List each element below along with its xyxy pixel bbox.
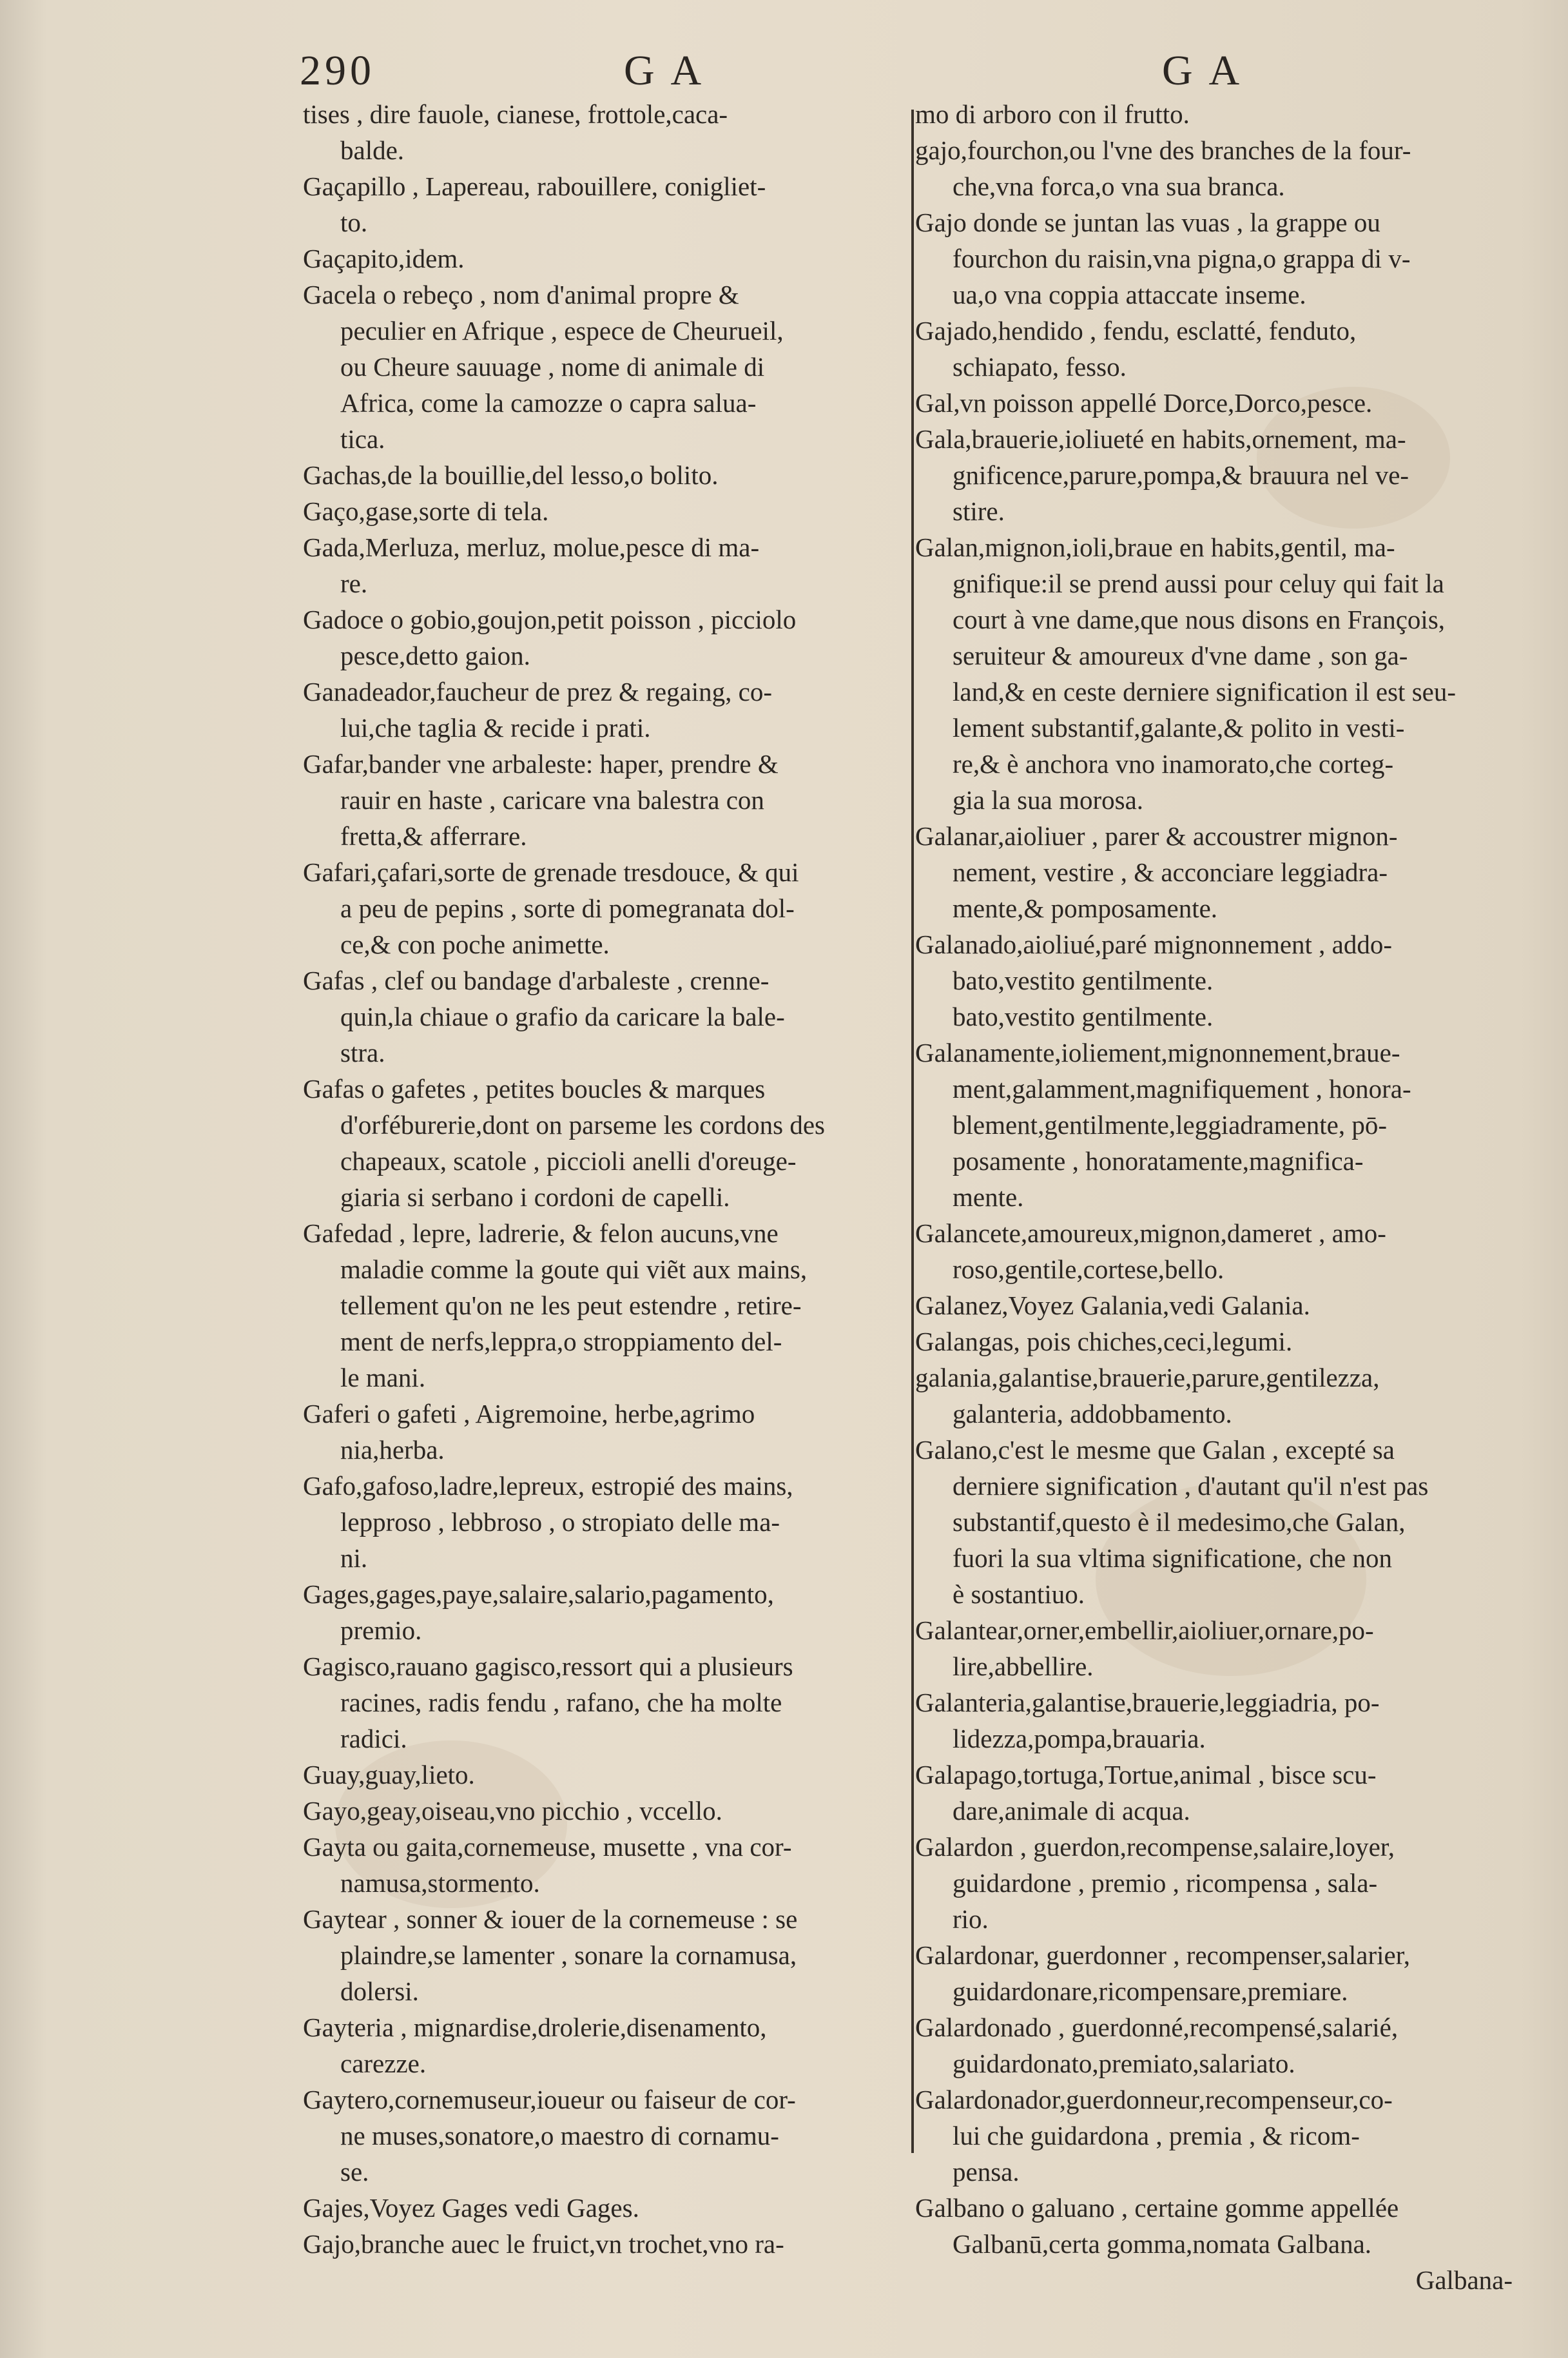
dictionary-line: derniere signification , d'autant qu'il n'est pas bbox=[953, 1471, 1429, 1501]
dictionary-line: Galanteria,galantise,brauerie,leggiadria, po- bbox=[915, 1688, 1380, 1717]
dictionary-line: Guay,guay,lieto. bbox=[303, 1760, 475, 1789]
dictionary-line: racines, radis fendu , rafano, che ha molte bbox=[340, 1688, 782, 1717]
dictionary-line: Gacela o rebeço , nom d'animal propre & bbox=[303, 280, 739, 309]
dictionary-line: ment de nerfs,leppra,o stroppiamento del- bbox=[340, 1327, 782, 1356]
dictionary-line: fuori la sua vltima significatione, che non bbox=[953, 1543, 1393, 1573]
dictionary-line: mente. bbox=[953, 1182, 1024, 1212]
dictionary-line: Galano,c'est le mesme que Galan , excepté sa bbox=[915, 1435, 1395, 1465]
dictionary-line: premio. bbox=[340, 1615, 422, 1645]
dictionary-line: Galardonar, guerdonner , recompenser,salarier, bbox=[915, 1940, 1411, 1970]
dictionary-line: substantif,questo è il medesimo,che Galan, bbox=[953, 1507, 1406, 1537]
dictionary-line: stire. bbox=[953, 496, 1005, 526]
dictionary-line: roso,gentile,cortese,bello. bbox=[953, 1254, 1224, 1284]
dictionary-line: Galanado,aioliué,paré mignonnement , addo- bbox=[915, 930, 1393, 959]
dictionary-line: plaindre,se lamenter , sonare la cornamusa, bbox=[340, 1940, 797, 1970]
dictionary-line: ne muses,sonatore,o maestro di cornamu- bbox=[340, 2121, 779, 2150]
dictionary-line: Galbanū,certa gomma,nomata Galbana. bbox=[953, 2229, 1372, 2259]
dictionary-line: nement, vestire , & acconciare leggiadra- bbox=[953, 857, 1388, 887]
dictionary-line: mente,& pomposamente. bbox=[953, 893, 1218, 923]
dictionary-line: nia,herba. bbox=[340, 1435, 445, 1465]
dictionary-line: Galardon , guerdon,recompense,salaire,loyer, bbox=[915, 1832, 1395, 1862]
dictionary-line: Gada,Merluza, merluz, molue,pesce di ma- bbox=[303, 532, 760, 562]
dictionary-line: posamente , honoratamente,magnifica- bbox=[953, 1146, 1364, 1176]
dictionary-line: Gaytero,cornemuseur,ioueur ou faiseur de cor- bbox=[303, 2085, 796, 2114]
dictionary-line: è sostantiuo. bbox=[953, 1579, 1085, 1609]
dictionary-line: Galantear,orner,embellir,aioliuer,ornare,po- bbox=[915, 1615, 1374, 1645]
dictionary-line: Gaçapito,idem. bbox=[303, 244, 465, 273]
dictionary-line: d'orféburerie,dont on parseme les cordons des bbox=[340, 1110, 825, 1140]
dictionary-line: Galardonador,guerdonneur,recompenseur,co- bbox=[915, 2085, 1393, 2114]
dictionary-line: stra. bbox=[340, 1038, 385, 1067]
dictionary-line: quin,la chiaue o grafio da caricare la bale- bbox=[340, 1002, 785, 1031]
dictionary-line: guidardonato,premiato,salariato. bbox=[953, 2049, 1295, 2078]
dictionary-line: tica. bbox=[340, 424, 385, 454]
dictionary-line: Galbano o galuano , certaine gomme appellée bbox=[915, 2193, 1399, 2223]
dictionary-line: Gadoce o gobio,goujon,petit poisson , picciolo bbox=[303, 605, 797, 634]
dictionary-line: Africa, come la camozze o capra salua- bbox=[340, 388, 757, 418]
dictionary-line: land,& en ceste derniere signification il est seu- bbox=[953, 677, 1457, 706]
dictionary-line: se. bbox=[340, 2157, 369, 2187]
dictionary-line: gajo,fourchon,ou l'vne des branches de la four- bbox=[915, 135, 1411, 165]
dictionary-line: lui che guidardona , premia , & ricom- bbox=[953, 2121, 1360, 2150]
dictionary-line: guidardonare,ricompensare,premiare. bbox=[953, 1976, 1348, 2006]
dictionary-line: giaria si serbano i cordoni de capelli. bbox=[340, 1182, 730, 1212]
dictionary-line: Galanamente,ioliement,mignonnement,braue- bbox=[915, 1038, 1400, 1067]
dictionary-line: namusa,stormento. bbox=[340, 1868, 540, 1898]
dictionary-line: Gaferi o gafeti , Aigremoine, herbe,agrimo bbox=[303, 1399, 755, 1428]
dictionary-line: Ganadeador,faucheur de prez & regaing, co- bbox=[303, 677, 772, 706]
dictionary-line: lement substantif,galante,& polito in vesti- bbox=[953, 713, 1405, 743]
dictionary-line: Gajo,branche auec le fruict,vn trochet,vno ra- bbox=[303, 2229, 784, 2259]
dictionary-line: Gafar,bander vne arbaleste: haper, prendre & bbox=[303, 749, 779, 779]
dictionary-line: Galapago,tortuga,Tortue,animal , bisce scu- bbox=[915, 1760, 1377, 1789]
dictionary-line: Gachas,de la bouillie,del lesso,o bolito. bbox=[303, 460, 719, 490]
dictionary-line: Gayteria , mignardise,drolerie,disenamento, bbox=[303, 2012, 767, 2042]
dictionary-line: bato,vestito gentilmente. bbox=[953, 966, 1214, 995]
dictionary-line: Gayo,geay,oiseau,vno picchio , vccello. bbox=[303, 1796, 722, 1826]
dictionary-line: Gaço,gase,sorte di tela. bbox=[303, 496, 549, 526]
dictionary-line: dare,animale di acqua. bbox=[953, 1796, 1190, 1826]
dictionary-line: galania,galantise,brauerie,parure,gentilezza, bbox=[915, 1363, 1380, 1392]
dictionary-line: tellement qu'on ne les peut estendre , retire- bbox=[340, 1291, 802, 1320]
dictionary-line: a peu de pepins , sorte di pomegranata dol- bbox=[340, 893, 795, 923]
dictionary-line: rio. bbox=[953, 1904, 989, 1934]
dictionary-line: bato,vestito gentilmente. bbox=[953, 1002, 1214, 1031]
dictionary-line: Gayta ou gaita,cornemeuse, musette , vna cor- bbox=[303, 1832, 792, 1862]
dictionary-line: re,& è anchora vno inamorato,che corteg- bbox=[953, 749, 1394, 779]
dictionary-line: dolersi. bbox=[340, 1976, 419, 2006]
dictionary-line: Gal,vn poisson appellé Dorce,Dorco,pesce. bbox=[915, 388, 1373, 418]
dictionary-line: Galangas, pois chiches,ceci,legumi. bbox=[915, 1327, 1293, 1356]
dictionary-line: ce,& con poche animette. bbox=[340, 930, 610, 959]
dictionary-line: Gajes,Voyez Gages vedi Gages. bbox=[303, 2193, 639, 2223]
dictionary-line: to. bbox=[340, 208, 368, 237]
dictionary-line: court à vne dame,que nous disons en François, bbox=[953, 605, 1446, 634]
dictionary-line: carezze. bbox=[340, 2049, 427, 2078]
catchword: Galbana- bbox=[1415, 2265, 1513, 2295]
dictionary-line: peculier en Afrique , espece de Cheurueil, bbox=[340, 316, 784, 346]
dictionary-line: Gagisco,rauano gagisco,ressort qui a plusieurs bbox=[303, 1652, 793, 1681]
dictionary-line: Galardonado , guerdonné,recompensé,salarié, bbox=[915, 2012, 1399, 2042]
dictionary-line: blement,gentilmente,leggiadramente, pō- bbox=[953, 1110, 1387, 1140]
dictionary-line: fretta,& afferrare. bbox=[340, 821, 527, 851]
running-head-left: G A bbox=[624, 47, 706, 94]
page-number: 290 bbox=[300, 47, 375, 94]
dictionary-line: Gafari,çafari,sorte de grenade tresdouce, & qui bbox=[303, 857, 799, 887]
dictionary-line: Gala,brauerie,ioliueté en habits,ornement, ma- bbox=[915, 424, 1406, 454]
dictionary-line: rauir en haste , caricare vna balestra con bbox=[340, 785, 764, 815]
dictionary-line: radici. bbox=[340, 1724, 407, 1753]
dictionary-line: fourchon du raisin,vna pigna,o grappa di v- bbox=[953, 244, 1411, 273]
dictionary-line: galanteria, addobbamento. bbox=[953, 1399, 1232, 1428]
dictionary-line: pensa. bbox=[953, 2157, 1020, 2187]
dictionary-line: gnifique:il se prend aussi pour celuy qui fait la bbox=[953, 569, 1444, 598]
dictionary-line: tises , dire fauole, cianese, frottole,caca- bbox=[303, 99, 728, 129]
dictionary-line: guidardone , premio , ricompensa , sala- bbox=[953, 1868, 1378, 1898]
dictionary-line: maladie comme la goute qui viẽt aux mains, bbox=[340, 1254, 808, 1284]
dictionary-line: mo di arboro con il frutto. bbox=[915, 99, 1190, 129]
dictionary-line: chapeaux, scatole , piccioli anelli d'oreuge- bbox=[340, 1146, 797, 1176]
dictionary-line: Gaçapillo , Lapereau, rabouillere, conigliet- bbox=[303, 171, 766, 201]
dictionary-line: Gafas o gafetes , petites boucles & marques bbox=[303, 1074, 766, 1104]
dictionary-line: che,vna forca,o vna sua branca. bbox=[953, 171, 1285, 201]
dictionary-line: lire,abbellire. bbox=[953, 1652, 1094, 1681]
dictionary-line: Galanar,aioliuer , parer & accoustrer mignon- bbox=[915, 821, 1398, 851]
dictionary-line: balde. bbox=[340, 135, 405, 165]
dictionary-line: Gafedad , lepre, ladrerie, & felon aucuns,vne bbox=[303, 1218, 779, 1248]
dictionary-line: le mani. bbox=[340, 1363, 426, 1392]
dictionary-line: Galancete,amoureux,mignon,dameret , amo- bbox=[915, 1218, 1386, 1248]
dictionary-line: Gages,gages,paye,salaire,salario,pagamento, bbox=[303, 1579, 774, 1609]
dictionary-line: Gaytear , sonner & iouer de la cornemeuse : se bbox=[303, 1904, 798, 1934]
dictionary-line: Galan,mignon,ioli,braue en habits,gentil, ma- bbox=[915, 532, 1395, 562]
dictionary-line: gnificence,parure,pompa,& brauura nel ve- bbox=[953, 460, 1409, 490]
dictionary-line: Gajo donde se juntan las vuas , la grappe ou bbox=[915, 208, 1380, 237]
dictionary-line: re. bbox=[340, 569, 368, 598]
dictionary-line: lui,che taglia & recide i prati. bbox=[340, 713, 651, 743]
dictionary-line: Gafo,gafoso,ladre,lepreux, estropié des mains, bbox=[303, 1471, 793, 1501]
dictionary-line: pesce,detto gaion. bbox=[340, 641, 530, 670]
dictionary-line: gia la sua morosa. bbox=[953, 785, 1144, 815]
dictionary-line: ment,galamment,magnifiquement , honora- bbox=[953, 1074, 1411, 1104]
dictionary-line: Gajado,hendido , fendu, esclatté, fenduto, bbox=[915, 316, 1357, 346]
dictionary-line: lepproso , lebbroso , o stropiato delle ma- bbox=[340, 1507, 780, 1537]
running-head-right: G A bbox=[1162, 47, 1244, 94]
dictionary-line: lidezza,pompa,brauaria. bbox=[953, 1724, 1206, 1753]
dictionary-line: ou Cheure sauuage , nome di animale di bbox=[340, 352, 765, 382]
dictionary-line: Galanez,Voyez Galania,vedi Galania. bbox=[915, 1291, 1310, 1320]
dictionary-line: ni. bbox=[340, 1543, 368, 1573]
dictionary-line: seruiteur & amoureux d'vne dame , son ga- bbox=[953, 641, 1408, 670]
dictionary-line: Gafas , clef ou bandage d'arbaleste , crenne- bbox=[303, 966, 769, 995]
dictionary-line: schiapato, fesso. bbox=[953, 352, 1127, 382]
dictionary-line: ua,o vna coppia attaccate inseme. bbox=[953, 280, 1306, 309]
